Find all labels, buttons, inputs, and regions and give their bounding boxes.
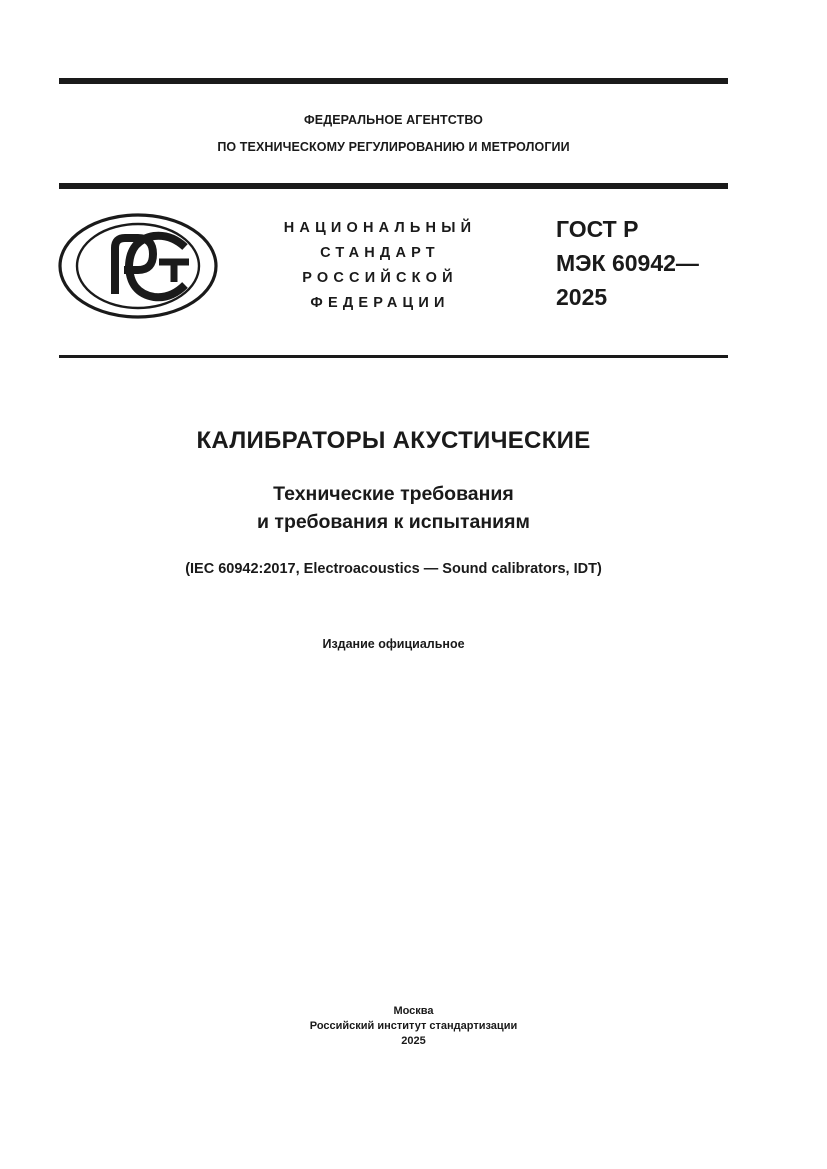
agency-name-line-1: ФЕДЕРАЛЬНОЕ АГЕНТСТВО	[304, 113, 483, 127]
imprint-publisher: Российский институт стандартизации	[309, 1020, 518, 1032]
document-subtitle-line-2: и требования к испытаниям	[257, 511, 530, 533]
imprint-year: 2025	[401, 1035, 426, 1047]
standard-type-line-4: ФЕДЕРАЦИИ	[310, 295, 450, 311]
standard-type-line-2: СТАНДАРТ	[320, 245, 440, 261]
gost-r-certification-mark-icon	[58, 213, 218, 319]
header-rule	[59, 183, 728, 189]
edition-label: Издание официальное	[322, 637, 465, 651]
designation-line-2: МЭК 60942—	[556, 250, 699, 276]
agency-name-line-2: ПО ТЕХНИЧЕСКОМУ РЕГУЛИРОВАНИЮ И МЕТРОЛОГИИ	[217, 140, 570, 154]
top-rule	[59, 78, 728, 84]
standard-type-label	[262, 216, 498, 316]
standard-type-line-1: НАЦИОНАЛЬНЫЙ	[283, 220, 477, 236]
designation-line-3: 2025	[556, 284, 608, 310]
designation-rule	[59, 355, 728, 358]
document-subtitle-line-1: Технические требования	[273, 483, 514, 505]
standard-type-line-3: РОССИЙСКОЙ	[302, 270, 458, 286]
imprint-city: Москва	[393, 1005, 434, 1017]
document-title: КАЛИБРАТОРЫ АКУСТИЧЕСКИЕ	[196, 427, 591, 454]
designation-line-1: ГОСТ Р	[556, 216, 639, 242]
standard-designation	[556, 212, 728, 314]
iec-reference: (IEC 60942:2017, Electroacoustics — Sound calibrators, IDT)	[185, 561, 602, 577]
